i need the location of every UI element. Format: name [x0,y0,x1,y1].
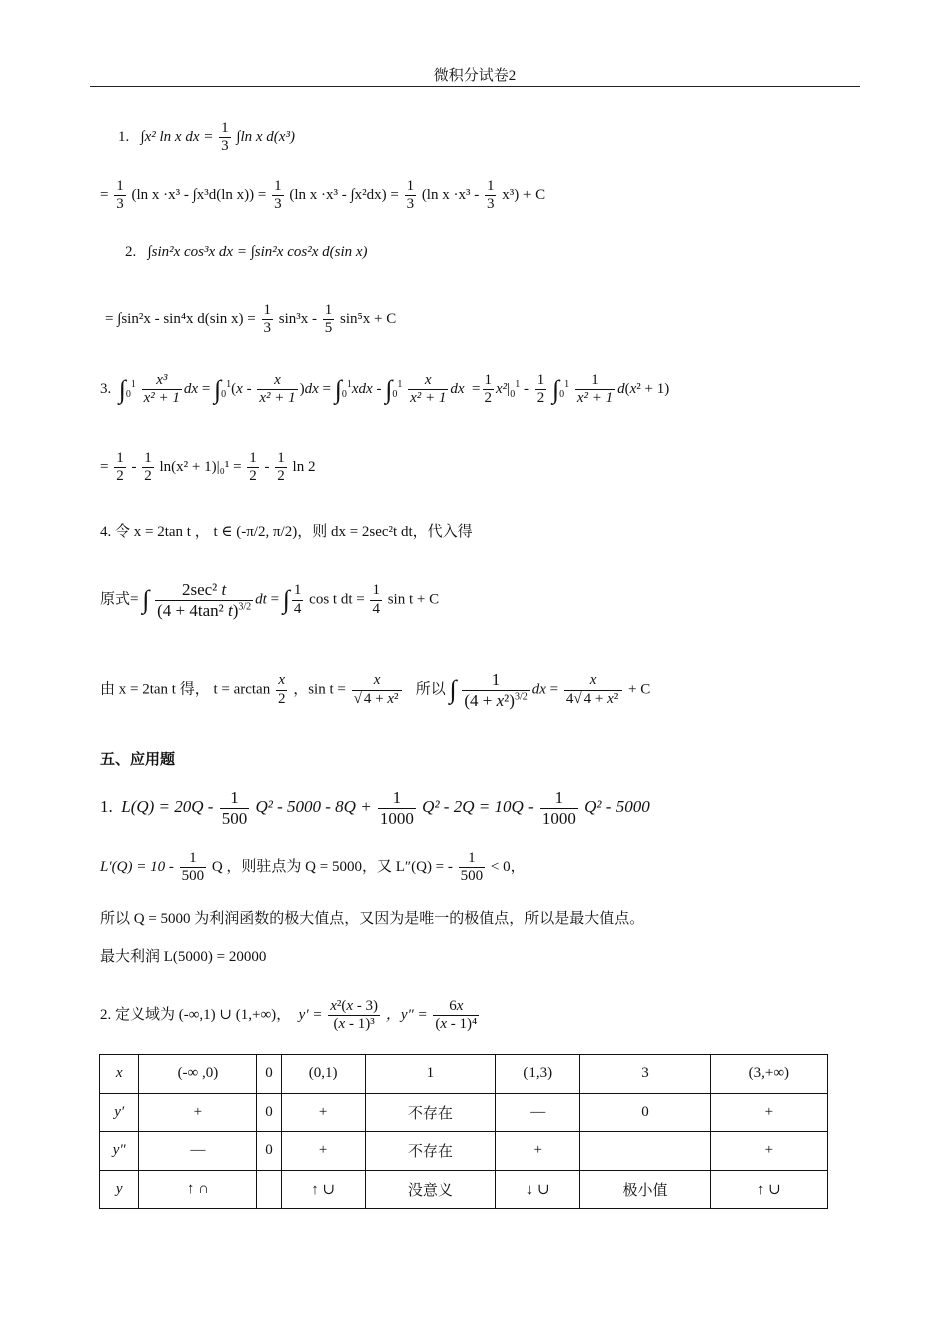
fraction-1-5: $\frac{1}{5}$ [324,302,333,337]
math-expression: L(Q) = 20Q - [121,796,214,816]
header-title: 微积分试卷2 [433,68,517,84]
page-header [90,64,860,87]
table-row [100,1055,828,1094]
math-expression: cos t dt = [309,591,365,608]
math-expression: (ln x ·x³ - ∫x²dx) = [289,187,399,204]
table-cell: (3,+∞) [710,1055,827,1094]
math-expression: sin t + C [387,591,440,608]
fraction-1-2: $\frac{1}{2}$ [249,450,257,485]
sign-table [99,1054,828,1209]
table-row-header: y [100,1170,139,1209]
table-cell: (1,3) [496,1055,580,1094]
math-expression: ，sin t = [293,681,346,698]
table-cell: 1 [365,1055,495,1094]
math-expression: Q² - 5000 [584,796,650,816]
math-expression: sin³x - [278,311,318,328]
fraction: $\frac{x}{2}$ [277,672,286,707]
table-cell [580,1132,710,1171]
fraction-1-3: $\frac{1}{3}$ [116,178,124,213]
math-expression: < 0， [490,859,526,876]
fraction: $\frac{x}{\text{4√ 4 + x²}}$ [564,672,622,708]
math-expression: 定义域为 (-∞,1) ∪ (1,+∞)， [115,1007,292,1024]
table-cell: 0 [257,1093,281,1132]
fraction: $\frac{1}{(4 + x^2)^{3/2}}$ [464,670,528,710]
math-expression: sin⁵x + C [340,311,397,328]
fraction: $\frac{\text{x³}}{\text{x² + 1}}$ [143,372,180,407]
math-expression: 所以 [415,681,446,698]
math-expression: ln(x² + 1)|₀¹ = [159,459,242,476]
problem-number: 2. [125,244,137,260]
problem-1-line-2 [100,178,545,214]
problem-number: 4. [100,524,112,540]
application-2-line [100,998,481,1034]
problem-4-line-2: 原式= ∫ $\frac{\text{2sec² t}}{(4 + 4\tan^2 t)^{3/2}}$ dt = ∫ $\frac{1}{4}$ cos t dt = $\frac{1}{4}$ sin t + C [100,580,440,620]
table-cell: 不存在 [365,1132,495,1171]
table-cell: 0 [257,1132,281,1171]
fraction: $\frac{x}{\text{x² + 1}}$ [410,372,447,407]
fraction-1-4: $\frac{1}{4}$ [372,582,380,617]
fraction: $\frac{x}{\text{√ 4 + x²}}$ [352,672,403,708]
application-1-line-1 [100,788,650,828]
math-expression: (ln x ·x³ - [421,187,480,204]
table-row [100,1170,828,1209]
problem-number: 1. [118,129,130,146]
table-cell: 不存在 [365,1093,495,1132]
table-row [100,1132,828,1171]
table-cell [257,1170,281,1209]
math-expression: L′(Q) = 10 - [100,859,174,876]
math-expression: Q ，则驻点为 Q = 5000，又 L″(Q) = - [211,859,453,876]
table-cell: (-∞ ,0) [139,1055,257,1094]
math-expression: Q² - 5000 - 8Q + [255,796,372,816]
math-expression: 由 x = 2tan t 得， t = arctan [100,681,271,698]
table-cell: — [496,1093,580,1132]
fraction-1-2: $\frac{1}{2}$ [536,372,545,407]
fraction: $\frac{1}{1000}$ [379,788,414,828]
fraction-1-3: $\frac{1}{3}$ [221,120,229,155]
math-expression: = [100,459,109,476]
fraction-1-2: $\frac{1}{2}$ [116,450,124,485]
table-cell: 没意义 [365,1170,495,1209]
problem-4-line-1 [100,520,473,541]
table-cell: 3 [580,1055,710,1094]
fraction: $\frac{1}{1000}$ [541,788,576,828]
math-expression: 原式= [100,591,139,608]
table-cell: 0 [257,1055,281,1094]
table-cell: 0 [580,1093,710,1132]
fraction: $\frac{6x}{\text{(x - 1)⁴}}$ [435,998,478,1033]
fraction: $\frac{\text{x²(x - 3)}}{\text{(x - 1)³}}$ [330,998,379,1033]
table-cell: + [710,1132,827,1171]
math-expression: = [100,187,109,204]
fraction-1-3: $\frac{1}{3}$ [263,302,272,337]
math-expression: + C [627,681,651,698]
fraction-1-2: $\frac{1}{2}$ [484,372,493,407]
math-expression: Q² - 2Q = 10Q - [422,796,534,816]
application-1-max-profit: 最大利润 L(5000) = 20000 [100,949,267,965]
problem-number: 3. [100,381,112,398]
problem-4-line-3: 由 x = 2tan t 得， t = arctan $\frac{x}{2}$ ，sin t = $\frac{x}{\text{√ 4 + x²}}$ 所以 ∫ $\frac{1}{(4 + x^2)^{3/2}}$ dx = $\frac{x}{\text{4√ 4 + x²}}$ + C [100,670,651,710]
fraction-1-2: $\frac{1}{2}$ [277,450,285,485]
fraction: $\frac{1}{500}$ [460,850,484,885]
table-cell: ↑ ∪ [710,1170,827,1209]
fraction: $\frac{1}{\text{x² + 1}}$ [576,372,614,407]
problem-2-line-1 [125,244,368,261]
fraction-1-2: $\frac{1}{2}$ [144,450,152,485]
table-cell: + [139,1093,257,1132]
application-1-line-2 [100,850,526,886]
math-expression: ∫sin²x cos³x dx = ∫sin²x cos²x d(sin x) [147,244,368,260]
math-expression: y′ = [298,1007,323,1024]
math-expression: 令 x = 2tan t ， t ∈ (-π/2, π/2)，则 dx = 2sec²t dt，代入得 [115,524,473,540]
problem-2-line-2 [105,302,396,338]
math-expression: ∫x² ln x dx = [140,129,214,146]
fraction-1-3: $\frac{1}{3}$ [406,178,415,213]
table-cell: (0,1) [281,1055,365,1094]
table-cell: ↓ ∪ [496,1170,580,1209]
table-cell: + [281,1093,365,1132]
fraction: $\frac{\text{2sec² t}}{(4 + 4\tan^2 t)^{3/2}}$ [157,580,252,620]
table-cell: + [281,1132,365,1171]
section-heading: 五、应用题 [100,750,176,768]
fraction-1-3: $\frac{1}{3}$ [486,178,495,213]
table-cell: + [710,1093,827,1132]
fraction-1-3: $\frac{1}{3}$ [274,178,282,213]
table-cell: — [139,1132,257,1171]
math-expression: (ln x ·x³ - ∫x³d(ln x)) = [131,187,267,204]
fraction: $\frac{1}{500}$ [181,850,205,885]
math-expression: x³) + C [502,187,546,204]
table-cell: ↑ ∩ [139,1170,257,1209]
fraction-1-4: $\frac{1}{4}$ [293,582,302,617]
fraction: $\frac{1}{500}$ [221,788,248,828]
math-expression: = ∫sin²x - sin⁴x d(sin x) = [105,311,256,328]
table-cell: + [496,1132,580,1171]
math-expression: ，y″ = [385,1007,428,1024]
table-row-header: y″ [100,1132,139,1171]
table-row-header: y′ [100,1093,139,1132]
problem-number: 1. [100,796,113,816]
application-1-conclusion: 所以 Q = 5000 为利润函数的极大值点，又因为是唯一的极值点，所以是最大值点。 [100,911,645,927]
fraction: $\frac{x}{\text{x² + 1}}$ [259,372,296,407]
problem-3-line-1: 3. $\int_0^1$ $\frac{\text{x³}}{\text{x² + 1}}$ dx = $\int_0^1(x$ - $\frac{x}{\text{x² + 1}}$ )$dx = \int_0^1xdx - \int_0^1$ $\frac{x}{\text{x² + 1}}$ dx = $\frac{1}{2}$ $x^2|_0^1$ - $\frac{1}{2}$ $\int_0^1$ $\frac{1}{\text{x² + 1}}$ d(x² + 1) [100,372,670,407]
problem-number: 2. [100,1007,112,1024]
math-expression: ∫ln x d(x³) [236,129,295,146]
math-expression: ln 2 [292,459,316,476]
table-cell: ↑ ∪ [281,1170,365,1209]
problem-3-line-2: = $\frac{1}{2}$ - $\frac{1}{2}$ ln(x² + 1)|₀¹ = $\frac{1}{2}$ - $\frac{1}{2}$ ln 2 [100,450,316,485]
table-row-header: x [100,1055,139,1094]
table-row [100,1093,828,1132]
table-cell: 极小值 [580,1170,710,1209]
problem-1-line-1 [118,120,295,156]
